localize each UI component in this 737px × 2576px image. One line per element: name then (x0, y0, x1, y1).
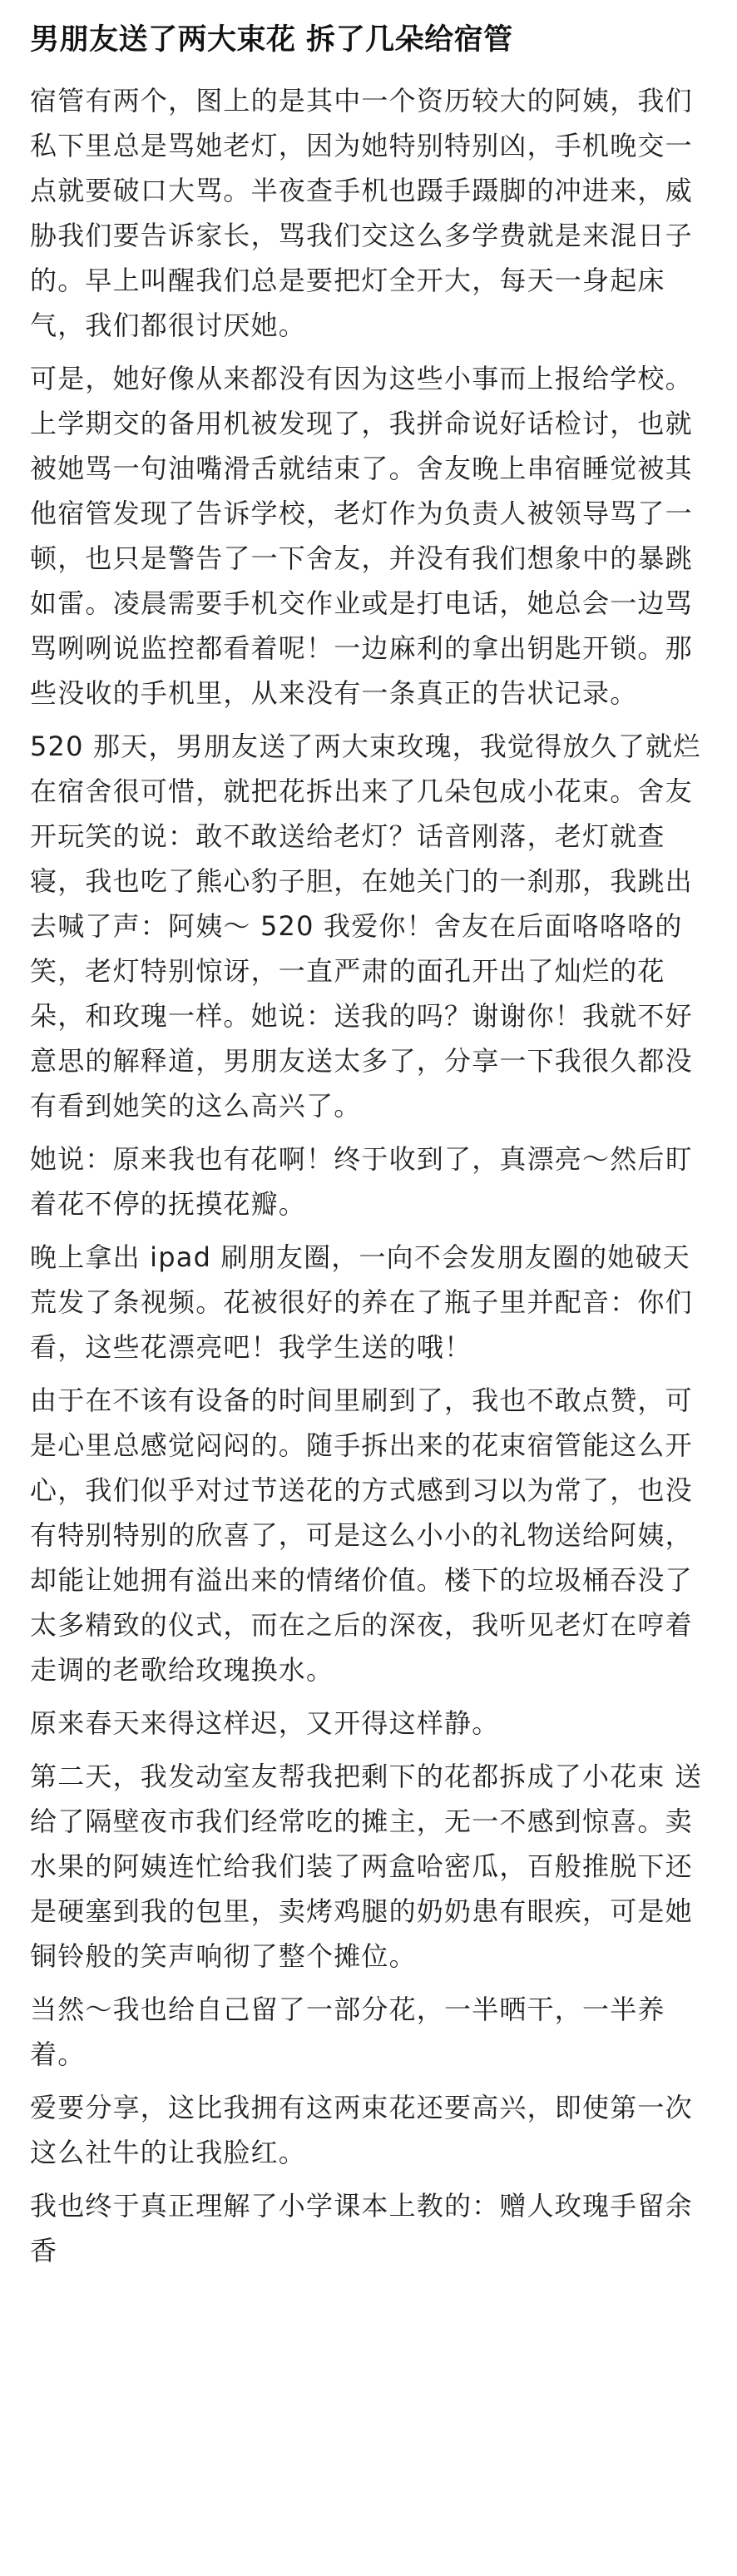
post-paragraph: 爱要分享，这比我拥有这两束花还要高兴，即使第一次这么社牛的让我脸红。 (30, 2092, 693, 2168)
post-paragraph: 我也终于真正理解了小学课本上教的：赠人玫瑰手留余香 (30, 2190, 693, 2266)
post-paragraph: 她说：原来我也有花啊！终于收到了，真漂亮～然后盯着花不停的抚摸花瓣。 (30, 1143, 693, 1220)
post-paragraph: 520 那天，男朋友送了两大束玫瑰，我觉得放久了就烂在宿舍很可惜，就把花拆出来了几朵包成小花束。舍友开玩笑的说：敢不敢送给老灯？话音刚落，老灯就查寝，我也吃了熊心豹子胆，在她关门的一刹那，我跳出去喊了声：阿姨～ 520 我爱你！舍友在后面咯咯咯的笑，老灯特别惊讶，一直严肃的面孔开出了灿烂的花朵，和玫瑰一样。她说：送我的吗？谢谢你！我就不好意思的解释道，男朋友送太多了，分享一下我很久都没有看到她笑的这么高兴了。 (30, 731, 701, 1122)
post-paragraph: 第二天，我发动室友帮我把剩下的花都拆成了小花束 送给了隔壁夜市我们经常吃的摊主，无一不感到惊喜。卖水果的阿姨连忙给我们装了两盒哈密瓜，百般推脱下还是硬塞到我的包里，卖烤鸡腿的奶奶患有眼疾，可是她铜铃般的笑声响彻了整个摊位。 (30, 1761, 703, 1972)
post-paragraph: 当然～我也给自己留了一部分花，一半晒干，一半养着。 (30, 1994, 665, 2070)
post-paragraph: 由于在不该有设备的时间里刷到了，我也不敢点赞，可是心里总感觉闷闷的。随手拆出来的花束宿管能这么开心，我们似乎对过节送花的方式感到习以为常了，也没有特别特别的欣喜了，可是这么小小的礼物送给阿姨，却能让她拥有溢出来的情绪价值。楼下的垃圾桶吞没了太多精致的仪式，而在之后的深夜，我听见老灯在哼着走调的老歌给玫瑰换水。 (30, 1385, 693, 1686)
post-paragraph: 宿管有两个，图上的是其中一个资历较大的阿姨，我们私下里总是骂她老灯，因为她特别特别凶，手机晚交一点就要破口大骂。半夜查手机也蹑手蹑脚的冲进来，威胁我们要告诉家长，骂我们交这么多学费就是来混日子的。早上叫醒我们总是要把灯全开大，每天一身起床气，我们都很讨厌她。 (30, 85, 693, 341)
post-body (30, 78, 709, 2273)
post-paragraph: 晚上拿出 ipad 刷朋友圈，一向不会发朋友圈的她破天荒发了条视频。花被很好的养在了瓶子里并配音：你们看，这些花漂亮吧！我学生送的哦！ (30, 1241, 693, 1363)
post-paragraph: 原来春天来得这样迟，又开得这样静。 (30, 1707, 500, 1739)
post-paragraph: 可是，她好像从来都没有因为这些小事而上报给学校。上学期交的备用机被发现了，我拼命说好话检讨，也就被她骂一句油嘴滑舌就结束了。舍友晚上串宿睡觉被其他宿管发现了告诉学校，老灯作为负责人被领导骂了一顿，也只是警告了一下舍友，并没有我们想象中的暴跳如雷。凌晨需要手机交作业或是打电话，她总会一边骂骂咧咧说监控都看着呢！一边麻利的拿出钥匙开锁。那些没收的手机里，从来没有一条真正的告状记录。 (30, 363, 693, 709)
post-title: 男朋友送了两大束花 拆了几朵给宿管 (30, 23, 513, 57)
